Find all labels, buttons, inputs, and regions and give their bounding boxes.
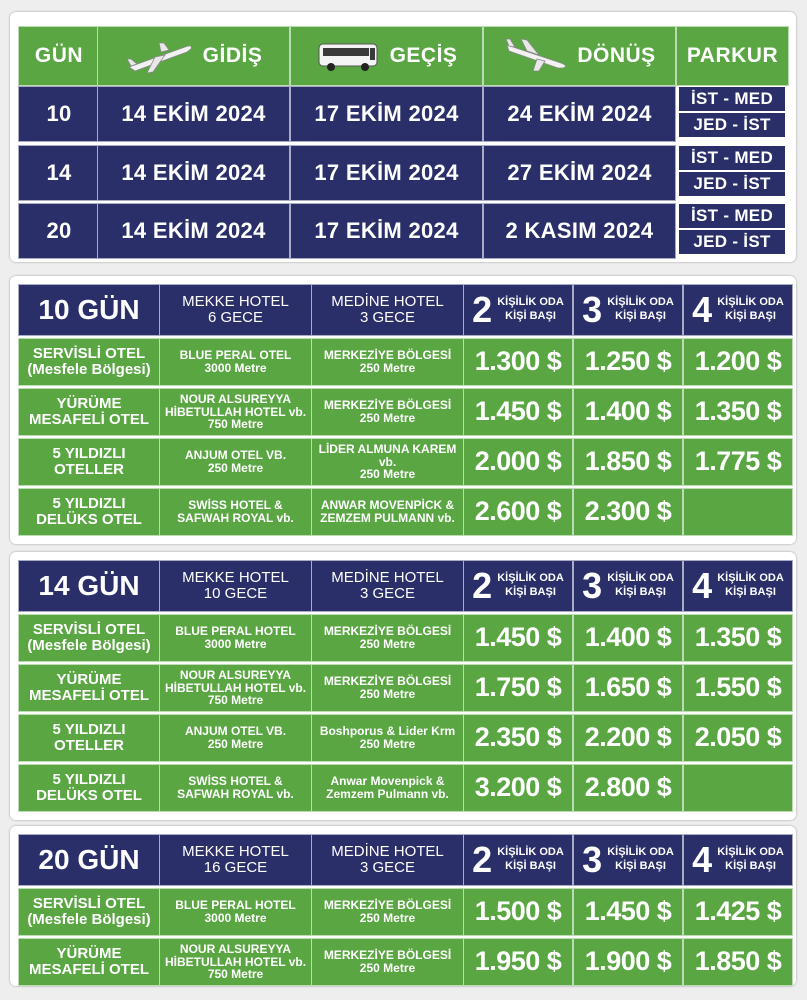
mekke-hotel-name [159,488,312,536]
hotel-category-label: 5 YILDIZLI OTELLER [52,444,126,478]
price-value: 1.750 $ [474,672,562,703]
airplane-icon [503,37,569,75]
price-cell [463,614,573,662]
route-outbound [678,203,786,229]
package-title [18,284,160,336]
price-cell [463,764,573,812]
hotel-name-label: MERKEZİYE BÖLGESİ 250 Metre [323,624,452,651]
price-value: 2.300 $ [584,496,672,527]
schedule-row-gecis [290,203,483,259]
header-donus [483,26,676,86]
room-capacity-number: 2 [472,565,493,606]
schedule-row-gun [18,145,100,201]
medine-hotel-header [311,284,464,336]
route-outbound-label: İST - MED [690,89,774,108]
schedule-row-gun [18,86,100,142]
gidis-date: 14 EKİM 2024 [121,160,266,185]
mekke-hotel-name [159,614,312,662]
room-capacity-label: KİŞİLİK ODA KİŞİ BAŞI [497,296,564,322]
room-capacity [692,289,784,330]
mekke-hotel-name [159,664,312,712]
price-value: 1.350 $ [694,622,782,653]
route-outbound-label: İST - MED [690,148,774,167]
route-return [678,112,786,138]
room-capacity-label: KİŞİLİK ODA KİŞİ BAŞI [717,296,784,322]
medine-hotel-name [311,888,464,936]
mekke-hotel-label: MEKKE HOTEL 10 GECE [182,568,289,602]
room-capacity-header [463,560,573,612]
price-cell [463,388,573,436]
room-capacity-number: 3 [582,839,603,880]
price-cell [683,664,793,712]
package-panel [10,276,796,544]
medine-hotel-name [311,388,464,436]
route-return-label: JED - İST [693,115,771,134]
room-capacity-number: 3 [582,565,603,606]
price-cell [683,614,793,662]
medine-hotel-header [311,834,464,886]
gecis-date: 17 EKİM 2024 [314,101,459,126]
schedule-panel [10,12,796,262]
schedule-row-gidis [97,203,290,259]
hotel-category [18,888,160,936]
mekke-hotel-name [159,714,312,762]
medine-hotel-name [311,764,464,812]
price-value: 1.775 $ [694,446,782,477]
medine-hotel-name [311,438,464,486]
price-cell [683,888,793,936]
hotel-category [18,938,160,986]
hotel-category [18,664,160,712]
medine-hotel-label: MEDİNE HOTEL 3 GECE [331,568,444,602]
hotel-category [18,614,160,662]
room-capacity-header [683,834,793,886]
hotel-name-label: MERKEZİYE BÖLGESİ 250 Metre [323,398,452,425]
gun-value: 14 [46,160,72,185]
price-cell [573,614,683,662]
price-value: 1.500 $ [474,896,562,927]
package-title [18,560,160,612]
medine-hotel-label: MEDİNE HOTEL 3 GECE [331,292,444,326]
price-cell [683,714,793,762]
mekke-hotel-name [159,438,312,486]
price-value: 2.050 $ [694,722,782,753]
gidis-date: 14 EKİM 2024 [121,218,266,243]
room-capacity-header [683,284,793,336]
mekke-hotel-name [159,338,312,386]
room-capacity-label: KİŞİLİK ODA KİŞİ BAŞI [717,572,784,598]
price-cell [573,664,683,712]
route-outbound [678,86,786,112]
bus-icon [316,38,382,74]
header-gecis [290,26,483,86]
hotel-category-label: SERVİSLİ OTEL (Mesfele Bölgesi) [27,344,151,378]
header-gidis-label: GİDİŞ [202,44,263,67]
price-cell [463,438,573,486]
schedule-row-donus [483,86,676,142]
price-cell [573,938,683,986]
hotel-name-label: MERKEZİYE BÖLGESİ 250 Metre [323,674,452,701]
hotel-name-label: ANWAR MOVENPİCK & ZEMZEM PULMANN vb. [320,498,455,525]
room-capacity-label: KİŞİLİK ODA KİŞİ BAŞI [717,846,784,872]
gecis-date: 17 EKİM 2024 [314,160,459,185]
room-capacity-number: 4 [692,839,713,880]
price-value: 1.450 $ [474,396,562,427]
room-capacity [582,839,674,880]
price-value: 1.400 $ [584,396,672,427]
schedule-row-gun [18,203,100,259]
hotel-name-label: Boshporus & Lider Krm 250 Metre [319,724,456,751]
price-value: 1.900 $ [584,946,672,977]
route-outbound-label: İST - MED [690,206,774,225]
hotel-category [18,438,160,486]
room-capacity [582,289,674,330]
mekke-hotel-name [159,888,312,936]
airplane-icon [125,37,195,75]
hotel-category-label: 5 YILDIZLI OTELLER [52,720,126,754]
hotel-category-label: YÜRÜME MESAFELİ OTEL [29,670,149,704]
room-capacity-number: 4 [692,289,713,330]
hotel-name-label: BLUE PERAL HOTEL 3000 Metre [175,624,296,651]
gun-value: 10 [46,101,72,126]
room-capacity [472,289,564,330]
room-capacity [692,839,784,880]
route-return [678,171,786,197]
hotel-category-label: 5 YILDIZLI DELÜKS OTEL [36,770,142,804]
price-value: 2.000 $ [474,446,562,477]
medine-hotel-name [311,488,464,536]
price-cell [683,764,793,812]
room-capacity-number: 2 [472,289,493,330]
hotel-name-label: ANJUM OTEL VB. 250 Metre [184,724,287,751]
price-value: 1.350 $ [694,396,782,427]
price-value: 1.300 $ [474,346,562,377]
price-value: 1.950 $ [474,946,562,977]
header-donus-label: DÖNÜŞ [577,44,656,67]
mekke-hotel-label: MEKKE HOTEL 6 GECE [182,292,289,326]
price-value: 2.200 $ [584,722,672,753]
hotel-name-label: SWİSS HOTEL & SAFWAH ROYAL vb. [177,774,294,801]
room-capacity-header [683,560,793,612]
mekke-hotel-name [159,938,312,986]
gecis-date: 17 EKİM 2024 [314,218,459,243]
schedule-row-gecis [290,145,483,201]
hotel-name-label: BLUE PERAL HOTEL 3000 Metre [175,898,296,925]
package-panel [10,552,796,820]
room-capacity-header [463,834,573,886]
price-cell [683,938,793,986]
mekke-hotel-header [159,560,312,612]
price-value: 2.800 $ [584,772,672,803]
hotel-name-label: MERKEZİYE BÖLGESİ 250 Metre [323,948,452,975]
medine-hotel-name [311,614,464,662]
price-value: 1.850 $ [694,946,782,977]
room-capacity-label: KİŞİLİK ODA KİŞİ BAŞI [607,846,674,872]
price-value: 1.200 $ [694,346,782,377]
price-cell [463,488,573,536]
price-cell [573,714,683,762]
hotel-name-label: BLUE PERAL OTEL 3000 Metre [179,348,292,375]
price-value: 1.650 $ [584,672,672,703]
room-capacity [582,565,674,606]
route-outbound [678,145,786,171]
price-value: 1.250 $ [584,346,672,377]
hotel-name-label: MERKEZİYE BÖLGESİ 250 Metre [323,348,452,375]
medine-hotel-name [311,714,464,762]
price-cell [463,714,573,762]
medine-hotel-name [311,338,464,386]
price-cell [573,888,683,936]
package-title-label: 10 GÜN [38,293,140,325]
hotel-category [18,338,160,386]
price-value: 2.600 $ [474,496,562,527]
hotel-name-label: LİDER ALMUNA KAREM vb. 250 Metre [318,441,457,482]
price-cell [573,438,683,486]
room-capacity-header [573,284,683,336]
package-panel [10,826,796,986]
schedule-row-donus [483,145,676,201]
price-value: 2.350 $ [474,722,562,753]
hotel-name-label: Anwar Movenpick & Zemzem Pulmann vb. [326,774,449,801]
medine-hotel-header [311,560,464,612]
mekke-hotel-header [159,834,312,886]
mekke-hotel-name [159,764,312,812]
donus-date: 27 EKİM 2024 [507,160,652,185]
medine-hotel-name [311,664,464,712]
schedule-row-gidis [97,145,290,201]
route-return-label: JED - İST [693,174,771,193]
hotel-category [18,764,160,812]
hotel-category [18,388,160,436]
gun-value: 20 [46,218,72,243]
package-title-label: 14 GÜN [38,569,140,601]
mekke-hotel-label: MEKKE HOTEL 16 GECE [182,842,289,876]
header-gecis-label: GEÇİŞ [389,44,458,67]
hotel-category-label: YÜRÜME MESAFELİ OTEL [29,944,149,978]
price-cell [463,338,573,386]
price-value: 1.425 $ [694,896,782,927]
hotel-category-label: YÜRÜME MESAFELİ OTEL [29,394,149,428]
price-cell [463,664,573,712]
hotel-name-label: ANJUM OTEL VB. 250 Metre [184,448,287,475]
room-capacity-label: KİŞİLİK ODA KİŞİ BAŞI [607,296,674,322]
header-parkur [676,26,789,86]
price-cell [573,338,683,386]
hotel-category-label: SERVİSLİ OTEL (Mesfele Bölgesi) [27,620,151,654]
price-cell [463,938,573,986]
header-gun-label: GÜN [34,44,84,67]
price-cell [463,888,573,936]
price-cell [683,388,793,436]
schedule-row-gecis [290,86,483,142]
hotel-category-label: 5 YILDIZLI DELÜKS OTEL [36,494,142,528]
header-gidis [97,26,290,86]
price-cell [683,438,793,486]
medine-hotel-name [311,938,464,986]
schedule-row-donus [483,203,676,259]
package-title-label: 20 GÜN [38,843,140,875]
price-value: 1.850 $ [584,446,672,477]
room-capacity-label: KİŞİLİK ODA KİŞİ BAŞI [607,572,674,598]
price-value: 3.200 $ [474,772,562,803]
gidis-date: 14 EKİM 2024 [121,101,266,126]
hotel-name-label: MERKEZİYE BÖLGESİ 250 Metre [323,898,452,925]
room-capacity-header [463,284,573,336]
price-value: 1.400 $ [584,622,672,653]
price-cell [683,488,793,536]
room-capacity [692,565,784,606]
hotel-category [18,488,160,536]
room-capacity-number: 4 [692,565,713,606]
route-return [678,229,786,255]
price-cell [573,764,683,812]
mekke-hotel-header [159,284,312,336]
room-capacity-label: KİŞİLİK ODA KİŞİ BAŞI [497,846,564,872]
hotel-category [18,714,160,762]
hotel-category-label: SERVİSLİ OTEL (Mesfele Bölgesi) [27,894,151,928]
price-cell [683,338,793,386]
price-value: 1.450 $ [474,622,562,653]
room-capacity [472,839,564,880]
room-capacity-number: 2 [472,839,493,880]
mekke-hotel-name [159,388,312,436]
hotel-name-label: NOUR ALSUREYYA HİBETULLAH HOTEL vb. 750 Metre [164,391,307,432]
hotel-name-label: NOUR ALSUREYYA HİBETULLAH HOTEL vb. 750 Metre [164,941,307,982]
package-title [18,834,160,886]
price-cell [573,488,683,536]
schedule-row-gidis [97,86,290,142]
medine-hotel-label: MEDİNE HOTEL 3 GECE [331,842,444,876]
route-return-label: JED - İST [693,232,771,251]
header-gun [18,26,100,86]
room-capacity [472,565,564,606]
header-parkur-label: PARKUR [686,44,779,67]
price-value: 1.550 $ [694,672,782,703]
room-capacity-header [573,560,683,612]
hotel-name-label: SWİSS HOTEL & SAFWAH ROYAL vb. [177,498,294,525]
room-capacity-header [573,834,683,886]
donus-date: 2 KASIM 2024 [505,218,654,243]
room-capacity-label: KİŞİLİK ODA KİŞİ BAŞI [497,572,564,598]
price-value: 1.450 $ [584,896,672,927]
donus-date: 24 EKİM 2024 [507,101,652,126]
room-capacity-number: 3 [582,289,603,330]
price-cell [573,388,683,436]
hotel-name-label: NOUR ALSUREYYA HİBETULLAH HOTEL vb. 750 Metre [164,667,307,708]
